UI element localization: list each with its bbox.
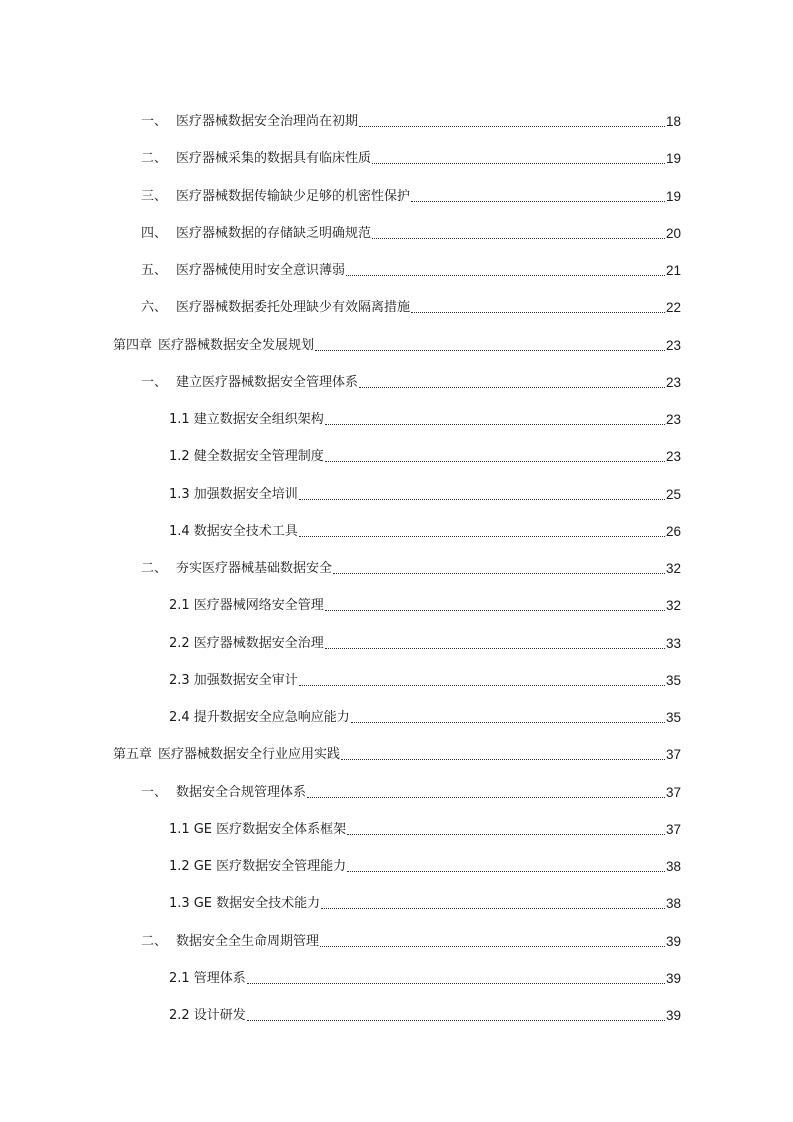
toc-entry-title: 数据安全全生命周期管理 (176, 933, 320, 949)
toc-entry[interactable] (169, 967, 681, 987)
toc-dot-leader (346, 274, 665, 276)
toc-entry-title: 夯实医疗器械基础数据安全 (176, 561, 333, 576)
toc-entry[interactable] (169, 706, 681, 726)
toc-dot-leader (351, 721, 665, 723)
toc-dot-leader (247, 982, 665, 984)
toc-entry[interactable] (169, 1004, 681, 1024)
toc-entry[interactable] (141, 147, 681, 167)
toc-entry-title: 管理体系 (193, 970, 246, 986)
toc-page-number: 18 (665, 114, 681, 129)
toc-entry[interactable] (169, 632, 681, 652)
toc-entry-title: 医疗器械数据安全治理 (193, 635, 324, 651)
toc-dot-leader (299, 535, 665, 537)
toc-dot-leader (299, 498, 665, 500)
toc-page-number: 35 (665, 672, 681, 688)
toc-entry-number: 2.3 (169, 672, 190, 688)
toc-entry-number: 二、 (141, 561, 168, 576)
toc-entry-number: 2.2 (169, 635, 190, 651)
toc-dot-leader (341, 758, 665, 760)
toc-entry-number: 一、 (141, 114, 168, 129)
toc-entry-number: 一、 (141, 374, 168, 390)
toc-entry[interactable] (141, 296, 681, 316)
toc-page-number: 37 (665, 747, 681, 763)
toc-page-number: 38 (665, 896, 681, 912)
toc-entry[interactable] (141, 371, 681, 391)
toc-entry-title: 设计研发 (193, 1008, 246, 1023)
toc-page-number: 22 (665, 300, 681, 316)
toc-entry-number: 三、 (141, 188, 168, 204)
toc-entry[interactable] (169, 483, 681, 503)
toc-entry[interactable] (169, 669, 681, 689)
toc-entry-number: 二、 (141, 151, 168, 167)
toc-entry-number: 一、 (141, 784, 168, 800)
toc-entry[interactable] (141, 222, 681, 242)
toc-dot-leader (307, 796, 665, 798)
toc-entry-number: 五、 (141, 263, 168, 278)
toc-entry-number: 2.2 (169, 1008, 190, 1023)
toc-page-number: 33 (665, 635, 681, 651)
toc-entry-title: 医疗器械使用时安全意识薄弱 (176, 263, 346, 278)
toc-dot-leader (325, 609, 665, 611)
toc-entry-title: 医疗器械数据委托处理缺少有效隔离措施 (176, 300, 411, 316)
toc-entry-title: 加强数据安全培训 (193, 486, 298, 502)
toc-dot-leader (247, 1019, 665, 1021)
toc-entry-number: 1.2 (169, 449, 190, 465)
toc-entry[interactable] (169, 408, 681, 428)
toc-dot-leader (372, 237, 665, 239)
toc-dot-leader (372, 162, 665, 164)
toc-entry-title: 医疗器械采集的数据具有临床性质 (176, 151, 372, 167)
toc-entry[interactable] (169, 892, 681, 912)
toc-dot-leader (299, 684, 665, 686)
toc-page-number: 23 (665, 374, 681, 390)
toc-entry-title: 建立数据安全组织架构 (193, 412, 324, 427)
toc-entry[interactable] (141, 557, 681, 577)
toc-entry-number: 1.3 (169, 896, 190, 912)
toc-dot-leader (321, 907, 665, 909)
toc-entry[interactable] (169, 818, 681, 838)
toc-entry-number: 2.4 (169, 710, 190, 725)
toc-entry-number: 1.1 (169, 412, 190, 427)
toc-page-number: 39 (665, 970, 681, 986)
toc-entry-number: 2.1 (169, 970, 190, 986)
toc-dot-leader (325, 647, 665, 649)
toc-entry-title: 提升数据安全应急响应能力 (193, 710, 350, 725)
toc-entry[interactable] (169, 855, 681, 875)
toc-entry-number: 二、 (141, 933, 168, 949)
toc-entry-number: 2.1 (169, 598, 190, 614)
toc-page-number: 19 (665, 151, 681, 167)
toc-entry-title: 数据安全技术工具 (193, 523, 298, 539)
toc-page-number: 38 (665, 859, 681, 874)
toc-entry-title: 医疗器械数据安全治理尚在初期 (176, 114, 359, 129)
toc-entry[interactable] (169, 520, 681, 540)
toc-entry[interactable] (141, 110, 681, 130)
toc-entry-title: 建立医疗器械数据安全管理体系 (176, 374, 359, 390)
toc-entry[interactable] (141, 781, 681, 801)
toc-entry[interactable] (141, 185, 681, 205)
toc-dot-leader (347, 833, 665, 835)
toc-entry-title: 加强数据安全审计 (193, 672, 298, 688)
toc-entry[interactable] (169, 594, 681, 614)
toc-dot-leader (411, 311, 665, 313)
toc-page-number: 26 (665, 523, 681, 539)
toc-entry-number: 1.3 (169, 486, 190, 502)
toc-entry-number: 第四章 (113, 337, 153, 353)
toc-entry-title: 医疗器械数据安全行业应用实践 (158, 747, 341, 763)
toc-dot-leader (325, 460, 665, 462)
toc-page-number: 20 (665, 225, 681, 241)
toc-entry[interactable] (141, 259, 681, 279)
toc-page-number: 21 (665, 263, 681, 278)
toc-page-number: 39 (665, 933, 681, 949)
toc-page-number: 39 (665, 1008, 681, 1023)
toc-page-number: 37 (665, 784, 681, 800)
toc-entry-number: 1.4 (169, 523, 190, 539)
toc-entry-title: GE 医疗数据安全管理能力 (193, 859, 347, 874)
toc-dot-leader (325, 423, 665, 425)
toc-page-number: 25 (665, 486, 681, 502)
toc-entry-title: 医疗器械数据传输缺少足够的机密性保护 (176, 188, 411, 204)
toc-dot-leader (359, 125, 665, 127)
toc-page-number: 23 (665, 449, 681, 465)
toc-entry-title: 医疗器械网络安全管理 (193, 598, 324, 614)
toc-dot-leader (347, 870, 665, 872)
toc-dot-leader (333, 572, 665, 574)
toc-entry[interactable] (113, 743, 681, 763)
toc-entry-title: 数据安全合规管理体系 (176, 784, 307, 800)
toc-entry[interactable] (113, 334, 681, 354)
toc-entry-title: 医疗器械数据安全发展规划 (158, 337, 315, 353)
toc-dot-leader (315, 349, 665, 351)
toc-entry-number: 1.2 (169, 859, 190, 874)
toc-entry-title: GE 医疗数据安全体系框架 (193, 821, 347, 837)
toc-entry-title: 健全数据安全管理制度 (193, 449, 324, 465)
toc-entry-title: 医疗器械数据的存储缺乏明确规范 (176, 225, 372, 241)
toc-entry[interactable] (169, 445, 681, 465)
toc-entry-title: GE 数据安全技术能力 (193, 896, 321, 912)
toc-dot-leader (320, 945, 665, 947)
toc-entry-number: 四、 (141, 225, 168, 241)
toc-dot-leader (411, 200, 665, 202)
toc-entry-number: 六、 (141, 300, 168, 316)
toc-entry-number: 第五章 (113, 747, 153, 763)
toc-dot-leader (359, 386, 665, 388)
toc-page-number: 23 (665, 412, 681, 427)
toc-page-number: 32 (665, 561, 681, 576)
toc-page-number: 23 (665, 337, 681, 353)
toc-page-number: 37 (665, 821, 681, 837)
toc-page-number: 19 (665, 188, 681, 204)
toc-entry-number: 1.1 (169, 821, 190, 837)
toc-page-number: 35 (665, 710, 681, 725)
toc-entry[interactable] (141, 930, 681, 950)
toc-page-number: 32 (665, 598, 681, 614)
